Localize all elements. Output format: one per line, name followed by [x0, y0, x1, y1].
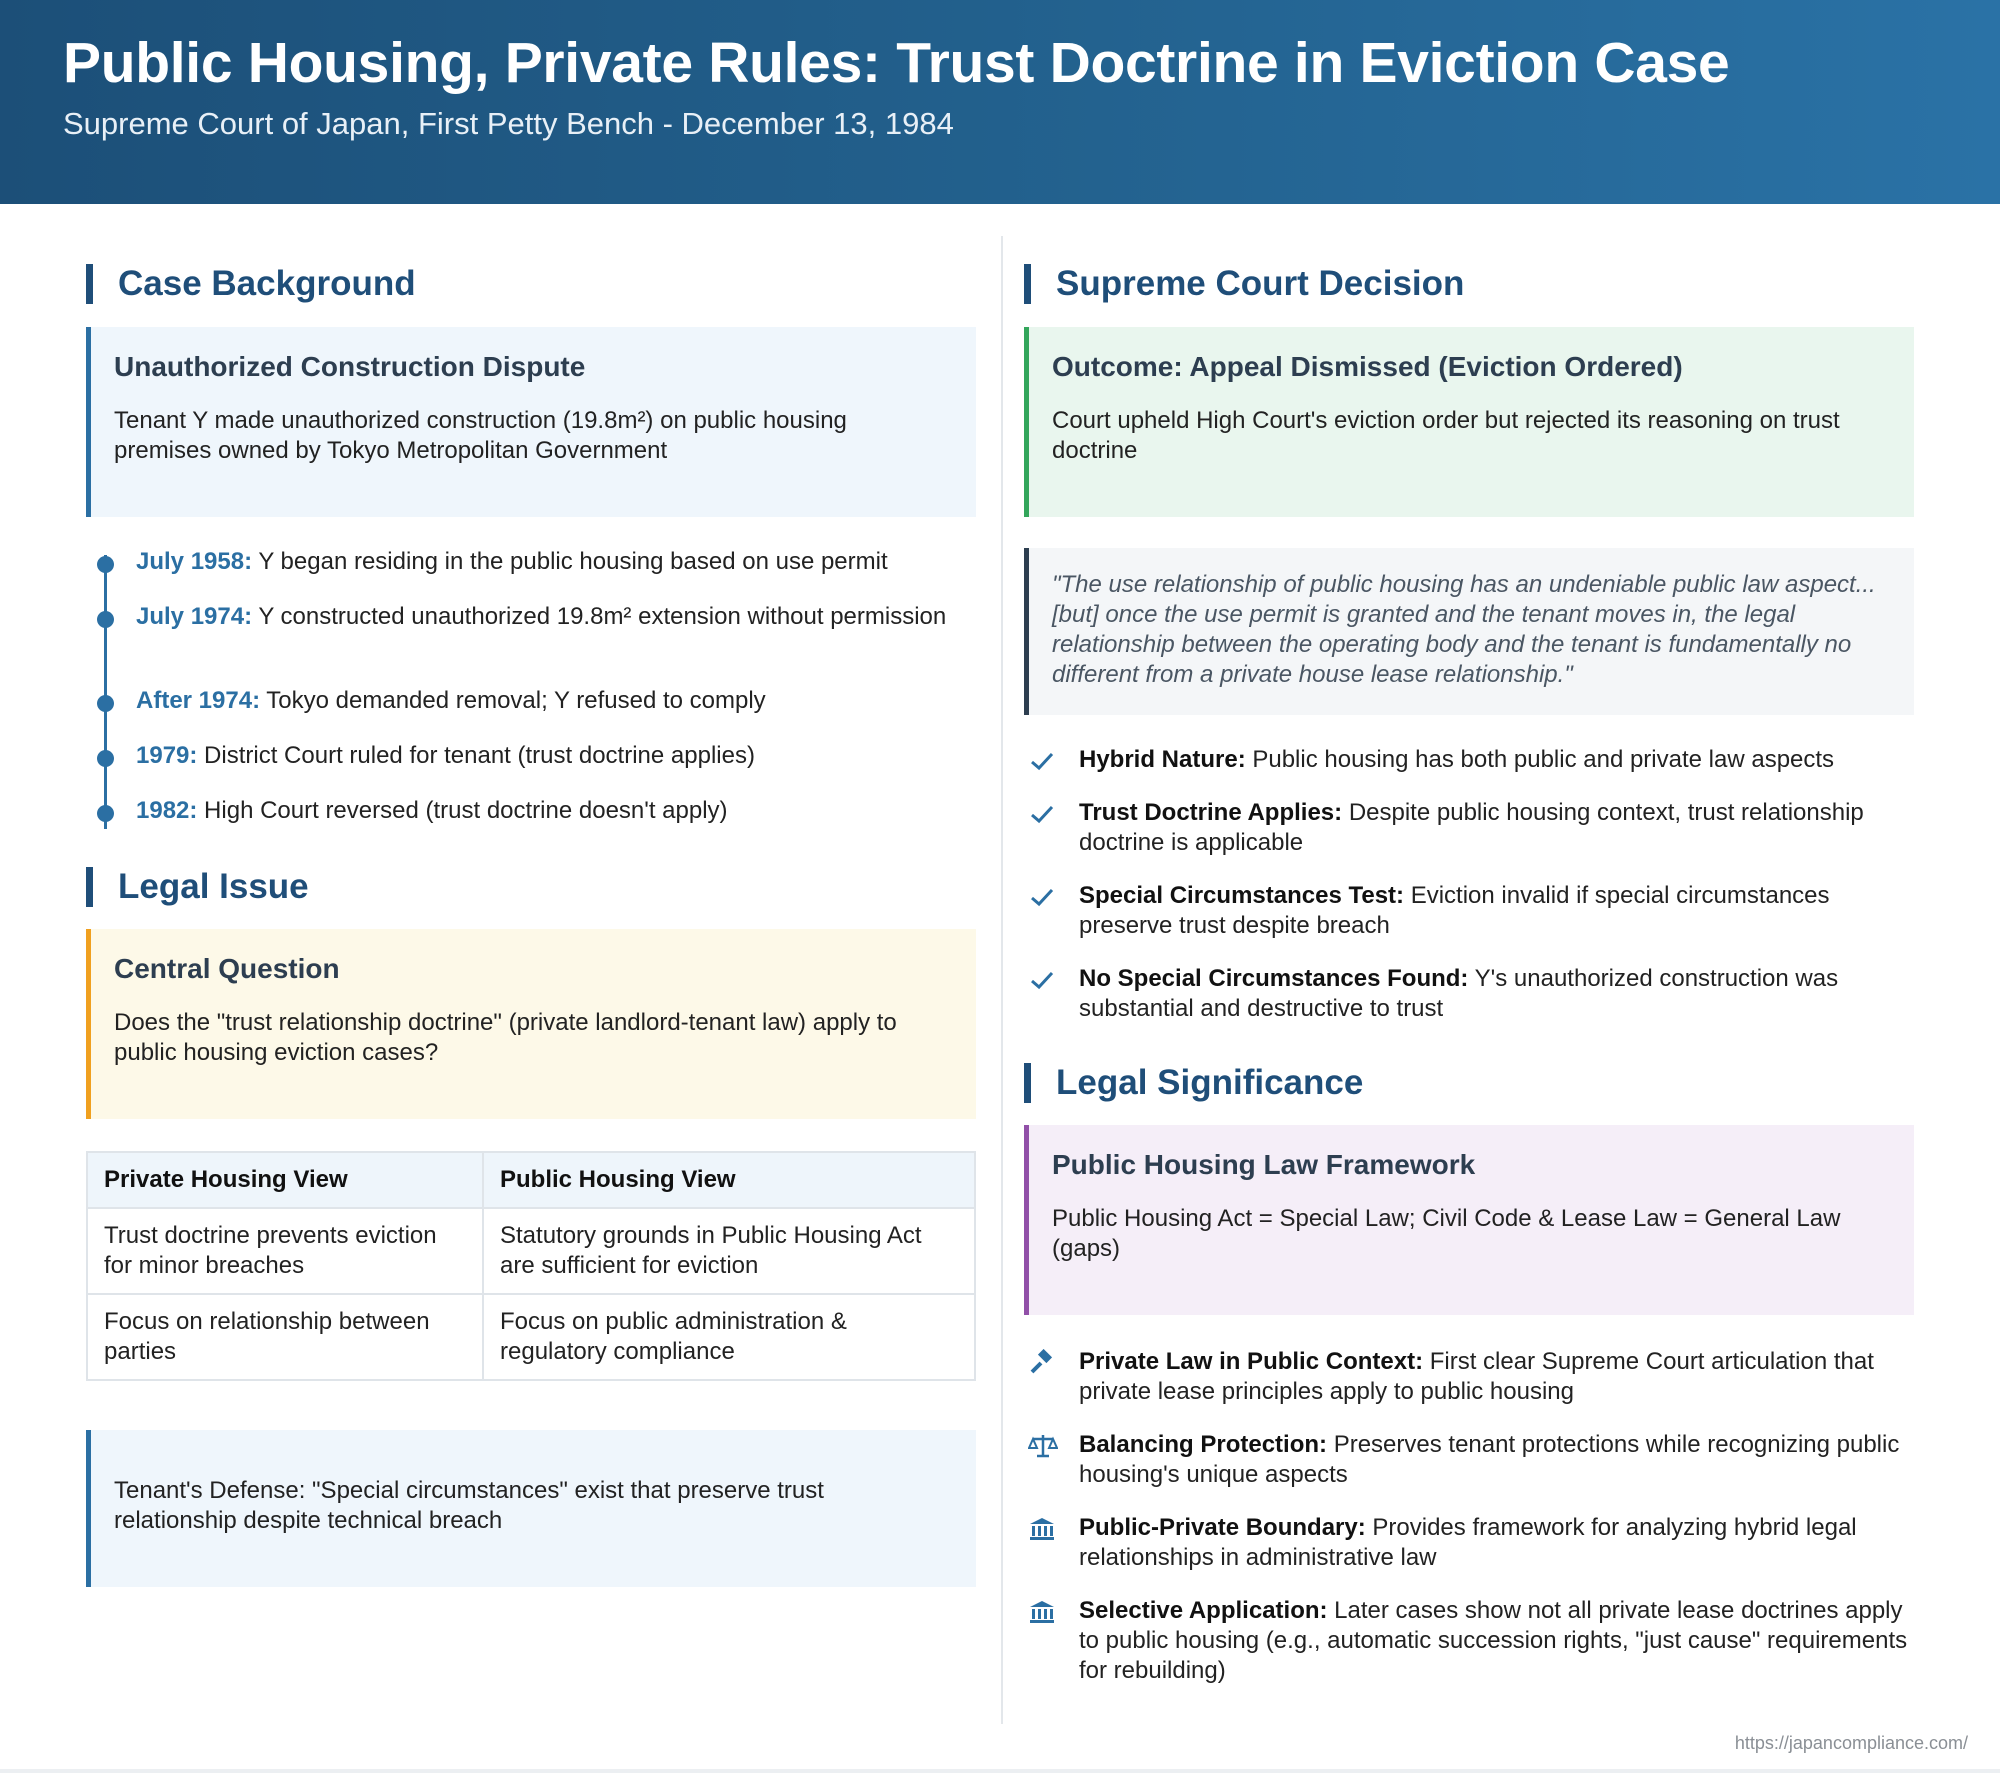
- central-question-text: Does the "trust relationship doctrine" (private landlord-tenant law) apply to public housing eviction cases?: [114, 1009, 897, 1066]
- holdings-list: [1024, 745, 1914, 1025]
- court-quote-text: "The use relationship of public housing has an undeniable public law aspect... [but] once the use permit is granted and the tenant moves in, the legal relationship between the operating body and the tenant is fundamentally no different from a private house lease relationship.": [1052, 571, 1876, 688]
- section-title-decision: Supreme Court Decision: [1024, 264, 1464, 304]
- table-cell: Statutory grounds in Public Housing Act are sufficient for eviction: [483, 1208, 975, 1294]
- background-box-text: Tenant Y made unauthorized construction (19.8m²) on public housing premises owned by Tokyo Metropolitan Government: [114, 407, 847, 464]
- table-row: [87, 1294, 975, 1380]
- check-icon: [1028, 747, 1056, 775]
- landmark-icon: [1028, 1515, 1056, 1543]
- timeline-text: Tokyo demanded removal; Y refused to comply: [260, 687, 766, 714]
- timeline-item: [136, 686, 966, 716]
- list-item-text: Private Law in Public Context: First clear Supreme Court articulation that private lease principles apply to public housing: [1079, 1348, 1874, 1405]
- outcome-box: [1024, 327, 1914, 517]
- table-header-row: [87, 1152, 975, 1208]
- scale-icon: [1028, 1432, 1056, 1460]
- timeline-date: After 1974:: [136, 687, 261, 714]
- table-cell: Focus on public administration & regulatory compliance: [483, 1294, 975, 1380]
- timeline-date: July 1958:: [136, 548, 253, 575]
- central-question-box: [86, 929, 976, 1119]
- framework-title: Public Housing Law Framework: [1052, 1149, 1476, 1180]
- timeline-item: [136, 796, 966, 826]
- list-item-text: Trust Doctrine Applies: Despite public housing context, trust relationship doctrine is applicable: [1079, 799, 1864, 856]
- timeline-date: July 1974:: [136, 603, 253, 630]
- comparison-table: [86, 1151, 976, 1381]
- background-box-title: Unauthorized Construction Dispute: [114, 351, 586, 382]
- timeline-date: 1979:: [136, 742, 198, 769]
- framework-box: [1024, 1125, 1914, 1315]
- page-title: Public Housing, Private Rules: Trust Doctrine in Eviction Case: [63, 31, 1730, 95]
- list-item-text: Public-Private Boundary: Provides framework for analyzing hybrid legal relationships in administrative law: [1079, 1514, 1857, 1571]
- timeline-text: District Court ruled for tenant (trust doctrine applies): [197, 742, 755, 769]
- timeline-text: Y constructed unauthorized 19.8m² extension without permission: [252, 603, 947, 630]
- court-quote-box: [1024, 548, 1914, 715]
- list-item-text: Special Circumstances Test: Eviction invalid if special circumstances preserve trust despite breach: [1079, 882, 1830, 939]
- list-item-text: Hybrid Nature: Public housing has both public and private law aspects: [1079, 746, 1835, 773]
- timeline-dot: [97, 695, 114, 712]
- column-divider: [1001, 236, 1003, 1724]
- landmark-icon: [1028, 1598, 1056, 1626]
- table-cell: Trust doctrine prevents eviction for minor breaches: [87, 1208, 483, 1294]
- list-item-text: Selective Application: Later cases show not all private lease doctrines apply to public housing (e.g., automatic succession rights, "just cause" requirements for rebuilding): [1079, 1597, 1908, 1684]
- timeline-item: [136, 602, 966, 632]
- tenant-defense-box: [86, 1430, 976, 1587]
- page-subtitle: Supreme Court of Japan, First Petty Bench - December 13, 1984: [63, 106, 954, 141]
- section-title-legal-issue: Legal Issue: [86, 867, 309, 907]
- list-item-text: No Special Circumstances Found: Y's unauthorized construction was substantial and destructive to trust: [1079, 965, 1839, 1022]
- table-cell: Focus on relationship between parties: [87, 1294, 483, 1380]
- footer-url: https://japancompliance.com/: [1734, 1733, 1968, 1753]
- timeline-dot: [97, 750, 114, 767]
- tenant-defense-text: Tenant's Defense: "Special circumstances" exist that preserve trust relationship despite technical breach: [114, 1477, 824, 1534]
- list-item-text: Balancing Protection: Preserves tenant protections while recognizing public housing's unique aspects: [1079, 1431, 1900, 1488]
- check-icon: [1028, 883, 1056, 911]
- timeline-item: [136, 547, 966, 577]
- timeline-text: High Court reversed (trust doctrine doesn't apply): [197, 797, 728, 824]
- timeline-date: 1982:: [136, 797, 198, 824]
- timeline-item: [136, 741, 966, 771]
- timeline-dot: [97, 805, 114, 822]
- check-icon: [1028, 800, 1056, 828]
- gavel-icon: [1028, 1349, 1056, 1377]
- outcome-title: Outcome: Appeal Dismissed (Eviction Ordered): [1052, 351, 1683, 382]
- table-header-cell: Private Housing View: [87, 1152, 483, 1208]
- timeline-line: [104, 555, 107, 829]
- background-box: [86, 327, 976, 517]
- timeline-dot: [97, 556, 114, 573]
- section-title-background: Case Background: [86, 264, 416, 304]
- timeline-text: Y began residing in the public housing based on use permit: [252, 548, 888, 575]
- outcome-text: Court upheld High Court's eviction order but rejected its reasoning on trust doctrine: [1052, 407, 1840, 464]
- central-question-title: Central Question: [114, 953, 340, 984]
- significance-list: [1024, 1347, 1914, 1687]
- check-icon: [1028, 966, 1056, 994]
- page-header: [0, 0, 2000, 204]
- timeline-dot: [97, 611, 114, 628]
- timeline: [86, 545, 976, 835]
- table-row: [87, 1208, 975, 1294]
- framework-text: Public Housing Act = Special Law; Civil Code & Lease Law = General Law (gaps): [1052, 1205, 1841, 1262]
- table-header-cell: Public Housing View: [483, 1152, 975, 1208]
- footer-line: [0, 1769, 2000, 1773]
- section-title-significance: Legal Significance: [1024, 1063, 1363, 1103]
